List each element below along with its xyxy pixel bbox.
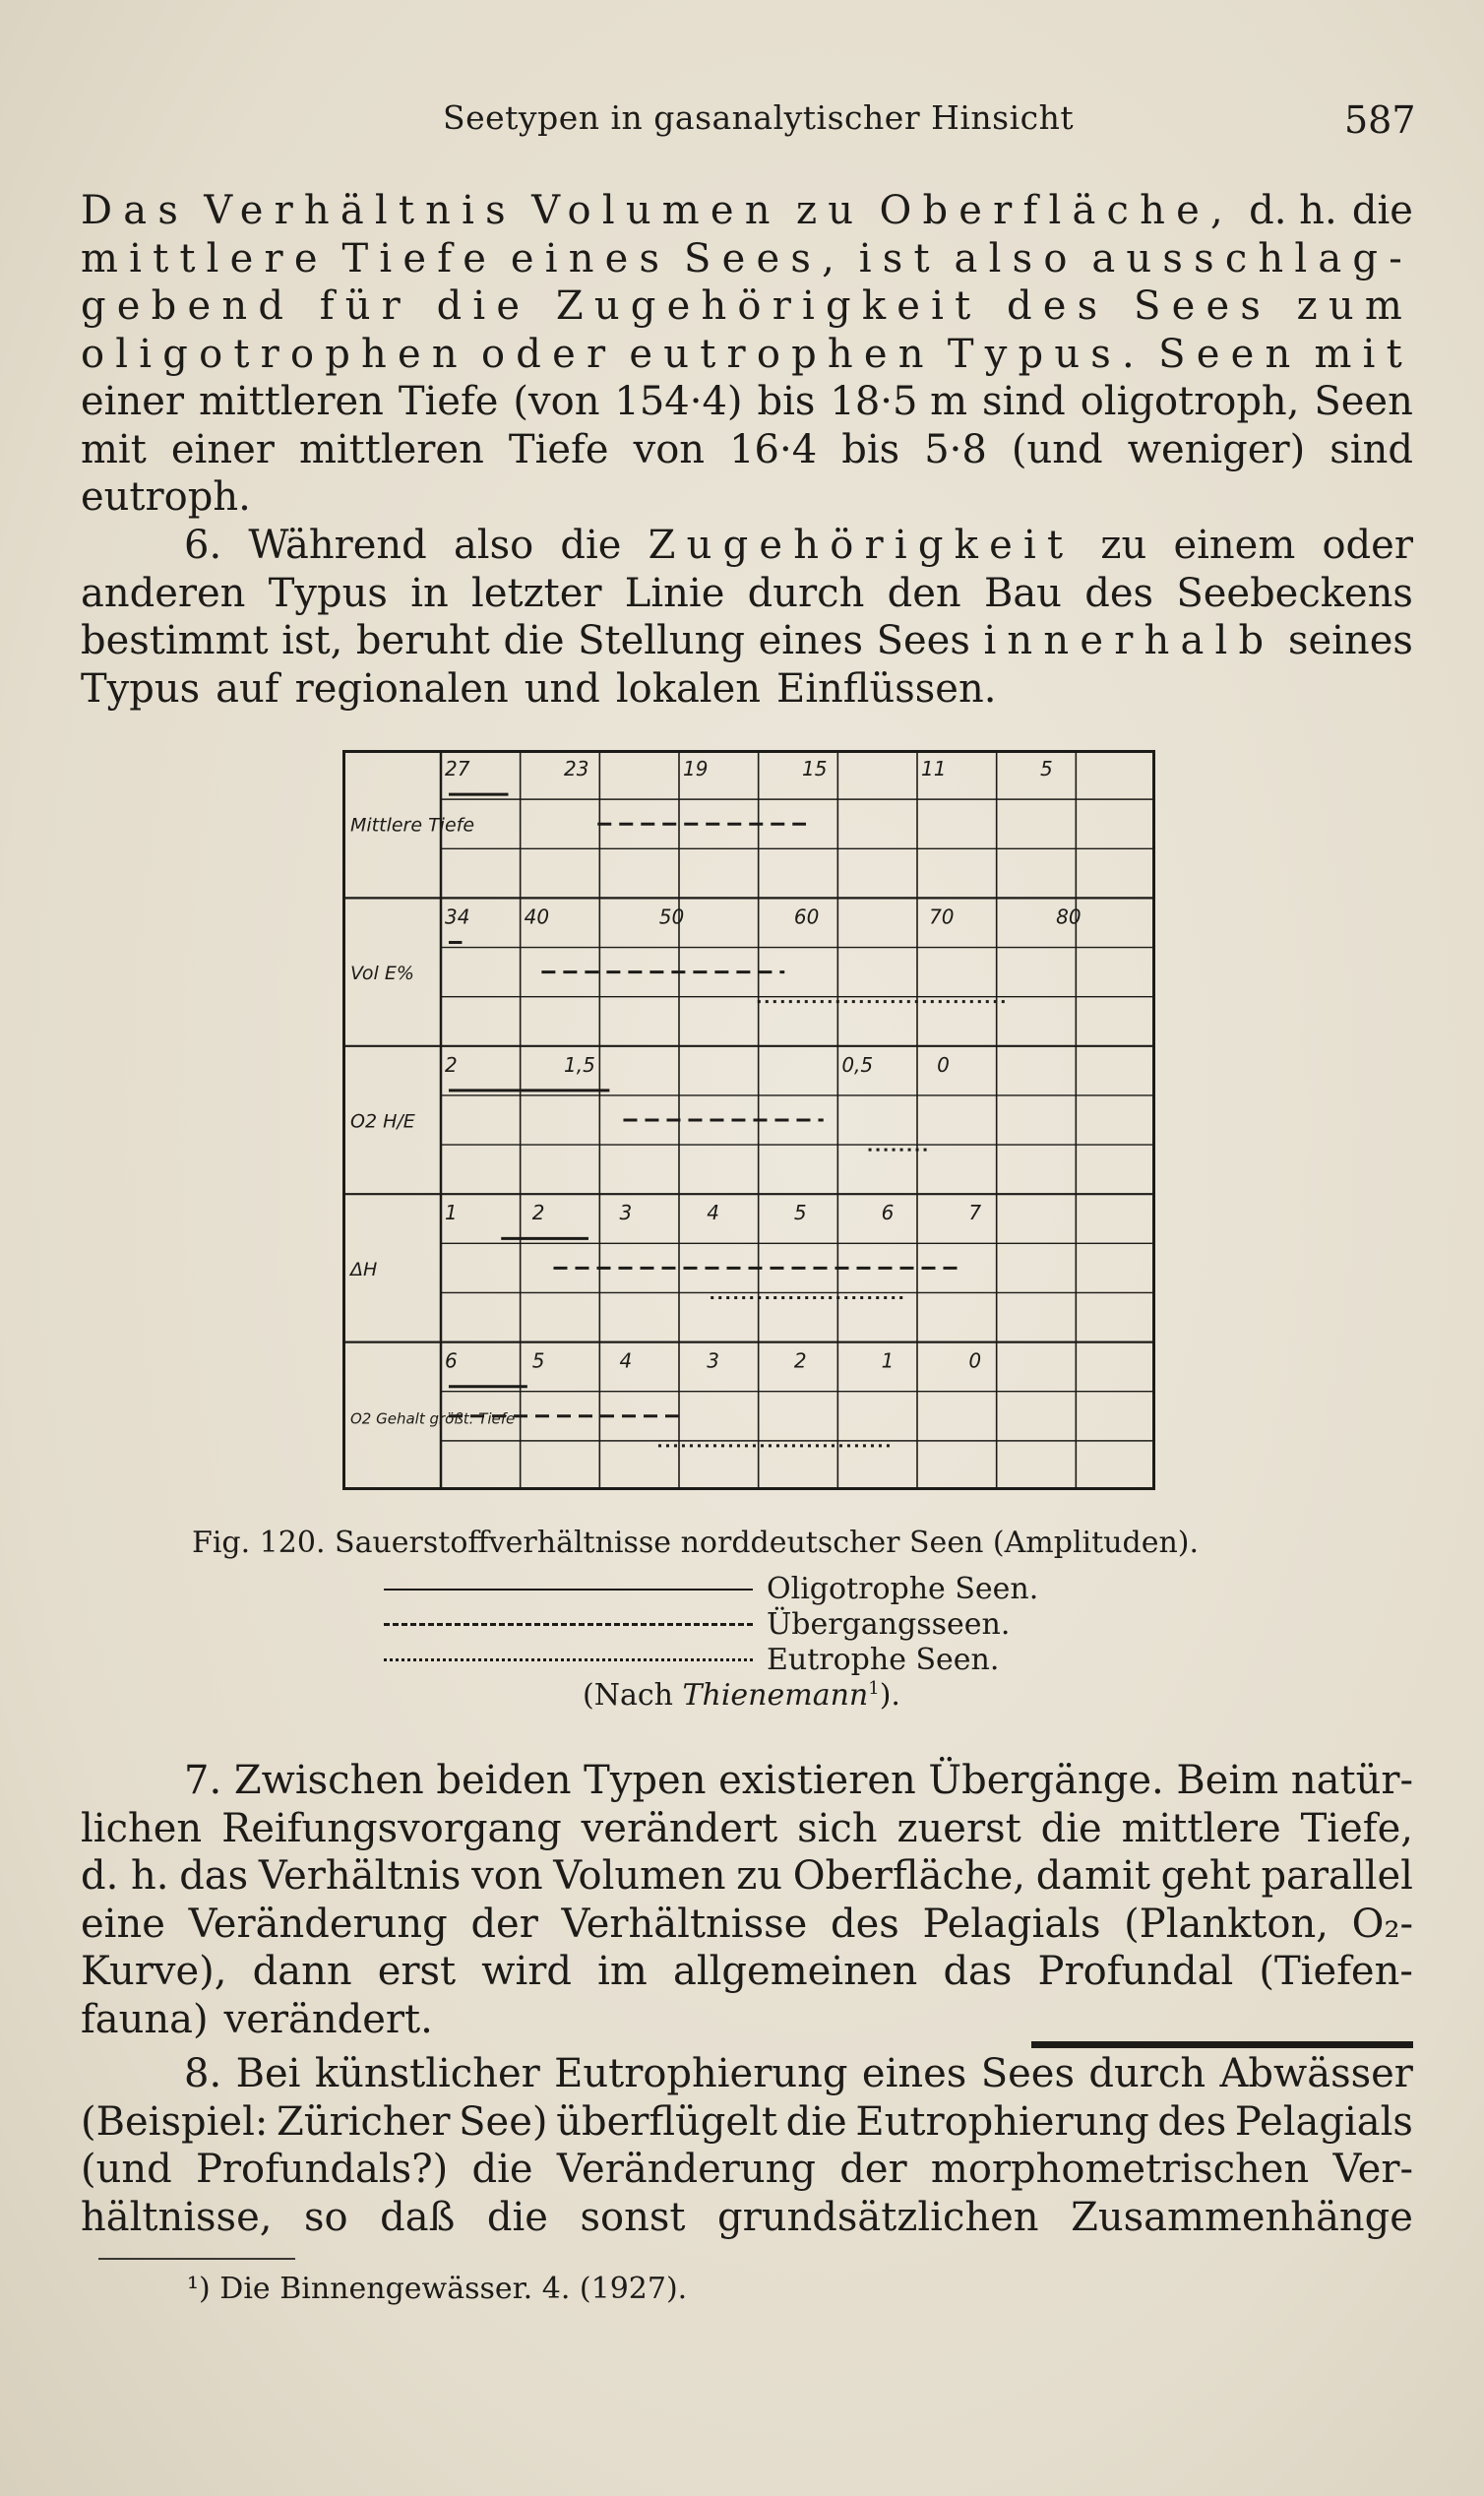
text-line xyxy=(81,2050,1413,2098)
word: Oberfläche, xyxy=(879,188,1234,233)
word: Stellung xyxy=(578,618,745,663)
word: mit xyxy=(81,426,147,472)
word: d. h. xyxy=(81,1853,169,1899)
row-label: Vol E% xyxy=(350,963,414,985)
word: lichen xyxy=(81,1805,203,1851)
word: also xyxy=(453,523,534,568)
text-line xyxy=(81,2098,1413,2147)
word: die xyxy=(785,2098,847,2145)
footnote: ¹) Die Binnengewässer. 4. (1927). xyxy=(187,2272,688,2306)
word: sonst xyxy=(580,2194,686,2240)
text-line xyxy=(81,1805,1413,1853)
word: der xyxy=(470,1901,538,1947)
word: Seebeckens xyxy=(1176,570,1413,616)
tick-label: 4 xyxy=(619,1348,633,1373)
word: des xyxy=(1006,283,1109,329)
word: des xyxy=(830,1901,899,1947)
word: Typen xyxy=(584,1758,707,1803)
word: mit xyxy=(1314,331,1413,377)
footnote-rule xyxy=(98,2258,295,2260)
word: durch xyxy=(747,570,865,616)
word: (Beispiel: xyxy=(81,2098,269,2145)
word: für xyxy=(319,283,411,329)
figure-120-chart xyxy=(342,750,1155,1490)
word: so xyxy=(304,2194,348,2240)
word: zu xyxy=(796,188,865,233)
paragraph-7 xyxy=(81,1757,1413,2043)
word: verändert. xyxy=(223,1996,433,2042)
word: daß xyxy=(380,2194,456,2240)
legend-dotted-line xyxy=(384,1658,753,1661)
word: (Tiefen- xyxy=(1259,1949,1413,1994)
word: Tiefe, xyxy=(1300,1805,1413,1851)
text-line xyxy=(81,522,1413,570)
text-line xyxy=(81,473,1413,522)
word: mittleren xyxy=(298,426,484,472)
text-line xyxy=(81,1852,1413,1901)
tick-label: 80 xyxy=(1056,905,1082,929)
word: eine xyxy=(81,1901,165,1947)
text-line xyxy=(81,235,1413,283)
word: einer xyxy=(170,426,275,472)
text-line xyxy=(81,617,1413,665)
tick-label: 2 xyxy=(445,1052,458,1077)
word: die xyxy=(560,523,622,568)
word: eutroph. xyxy=(81,474,251,520)
word: verändert xyxy=(581,1805,778,1851)
text-line xyxy=(81,187,1413,235)
tick-label: 2 xyxy=(531,1201,545,1225)
word: beiden xyxy=(436,1758,572,1803)
word: grundsätzlichen xyxy=(716,2194,1039,2240)
text-line xyxy=(81,1901,1413,1949)
tick-label: 34 xyxy=(445,905,470,929)
tick-label: 5 xyxy=(531,1348,545,1373)
word: Veränderung xyxy=(556,2147,816,2192)
word: das xyxy=(943,1949,1013,1994)
tick-label: 6 xyxy=(445,1348,458,1373)
tick-label: 1,5 xyxy=(564,1052,595,1077)
tick-label: 40 xyxy=(524,905,550,929)
text-line xyxy=(81,2146,1413,2194)
row-label: Mittlere Tiefe xyxy=(350,814,475,837)
word: Profundals?) xyxy=(195,2147,449,2192)
tick-label: 0 xyxy=(968,1348,982,1373)
word: bis xyxy=(757,379,816,424)
text-line xyxy=(81,1948,1413,1996)
word: (und xyxy=(81,2147,172,2192)
word: lokalen xyxy=(615,665,762,712)
word: eutrophen xyxy=(629,331,935,377)
word: sich xyxy=(797,1805,878,1851)
tick-label: 2 xyxy=(793,1348,807,1373)
word: gebend xyxy=(81,283,295,329)
word: Typus xyxy=(268,570,388,616)
tick-label: 11 xyxy=(921,757,947,780)
word: Eutrophierung xyxy=(554,2051,848,2096)
word: Oberfläche, xyxy=(792,1853,1025,1899)
word: die xyxy=(471,2147,533,2192)
word: hältnisse, xyxy=(81,2194,273,2240)
word: d. h. xyxy=(1249,188,1337,233)
tick-label: 1 xyxy=(445,1201,458,1225)
word: Verhältnisse xyxy=(561,1901,808,1947)
word: mittlere xyxy=(1121,1805,1281,1851)
tick-label: 1 xyxy=(881,1348,895,1373)
word: den xyxy=(887,570,961,616)
paragraph-8 xyxy=(81,2050,1413,2241)
word: fauna) xyxy=(81,1996,209,2042)
word: See) xyxy=(459,2098,548,2145)
source-author: Thienemann xyxy=(682,1678,869,1713)
word: eines xyxy=(758,618,863,663)
word: und xyxy=(524,665,600,712)
word: Bau xyxy=(983,570,1062,616)
word: geht xyxy=(1160,1853,1251,1899)
word: oder xyxy=(480,331,617,377)
word: oligotroph, xyxy=(1080,379,1300,424)
word: durch xyxy=(1088,2051,1206,2096)
word: Sees xyxy=(980,2051,1076,2096)
word: eines xyxy=(861,2051,967,2096)
word: Sees, xyxy=(684,235,846,281)
tick-label: 60 xyxy=(793,905,820,929)
word: ausschlag- xyxy=(1091,235,1413,281)
word: Zwischen xyxy=(233,1758,424,1803)
word: zu xyxy=(1100,523,1147,568)
word: Reifungsvorgang xyxy=(221,1805,562,1851)
word: in xyxy=(410,570,449,616)
word: die xyxy=(486,2194,548,2240)
word: des xyxy=(1084,570,1154,616)
word: oligotrophen xyxy=(81,331,468,377)
word: also xyxy=(954,235,1079,281)
word: seines xyxy=(1287,618,1413,663)
word: 6. xyxy=(184,523,222,568)
word: Verhältnis xyxy=(204,188,517,233)
word: Veränderung xyxy=(188,1901,448,1947)
text-line xyxy=(81,2194,1413,2242)
legend-solid-line xyxy=(384,1589,753,1591)
word: sind xyxy=(1329,426,1413,472)
word: 8. xyxy=(184,2051,222,2096)
word: Seen xyxy=(1314,379,1413,424)
row-label: O2 Gehalt größt. Tiefe xyxy=(350,1409,516,1428)
figure-source: (Nach Thienemann$^1$). xyxy=(583,1678,900,1713)
tick-label: 15 xyxy=(802,757,828,780)
tick-label: 0 xyxy=(937,1052,950,1077)
word: Sees xyxy=(876,618,970,663)
word: dann xyxy=(252,1949,352,1994)
legend-label-eutroph: Eutrophe Seen. xyxy=(767,1643,1000,1677)
word: Kurve), xyxy=(81,1949,227,1994)
row-label: ΔH xyxy=(350,1258,378,1280)
word: eines xyxy=(510,235,671,281)
word: Typus xyxy=(81,665,201,712)
word: Einflüssen. xyxy=(776,665,997,712)
word: die xyxy=(1040,1805,1102,1851)
word: oder xyxy=(1322,523,1413,568)
tick-label: 7 xyxy=(968,1201,982,1225)
word: Pelagials xyxy=(1234,2098,1413,2145)
tick-label: 23 xyxy=(564,757,589,780)
word: weniger) xyxy=(1127,426,1306,472)
legend-eutroph xyxy=(384,1643,999,1677)
word: 7. xyxy=(184,1758,222,1803)
word: die xyxy=(503,618,565,663)
word: einer xyxy=(81,379,185,424)
word: erst xyxy=(377,1949,457,1994)
word: O₂- xyxy=(1351,1901,1413,1947)
word: sind xyxy=(982,379,1066,424)
word: Linie xyxy=(624,570,725,616)
word: Ver- xyxy=(1332,2147,1413,2192)
paragraph-6 xyxy=(81,522,1413,713)
word: im xyxy=(597,1949,648,1994)
page-number: 587 xyxy=(1344,98,1416,142)
text-line xyxy=(81,331,1413,379)
word: wird xyxy=(481,1949,573,1994)
word: von xyxy=(471,1853,543,1899)
legend-label-oligotroph: Oligotrophe Seen. xyxy=(767,1572,1039,1606)
paragraph-5 xyxy=(81,187,1413,522)
text-line xyxy=(81,665,1413,714)
word: Zugehörigkeit xyxy=(555,283,982,329)
word: das xyxy=(179,1853,249,1899)
chart-frame xyxy=(344,752,1154,1489)
word: zu xyxy=(736,1853,783,1899)
word: bestimmt xyxy=(81,618,269,663)
word: von xyxy=(633,426,706,472)
word: Typus. xyxy=(947,331,1145,377)
word: einem xyxy=(1173,523,1296,568)
word: (Plankton, xyxy=(1124,1901,1329,1947)
word: zum xyxy=(1296,283,1413,329)
row-label: O2 H/E xyxy=(350,1110,415,1133)
word: auf xyxy=(216,665,279,712)
tick-label: 19 xyxy=(683,757,709,780)
text-line xyxy=(81,1996,1413,2044)
figure-caption: Fig. 120. Sauerstoffverhältnisse norddeutscher Seen (Amplituden). xyxy=(192,1526,1200,1560)
word: (und xyxy=(1011,426,1103,472)
text-line xyxy=(81,570,1413,618)
word: parallel xyxy=(1261,1853,1413,1899)
word: Volumen xyxy=(531,188,781,233)
word: Tiefe xyxy=(398,379,499,424)
chart-svg xyxy=(342,750,1155,1490)
word: Übergänge. xyxy=(928,1758,1164,1803)
word: Abwässer xyxy=(1219,2051,1413,2096)
printed-rule xyxy=(1031,2041,1413,2048)
word: ist xyxy=(858,235,941,281)
word: Seen xyxy=(1158,331,1302,377)
word: Pelagials xyxy=(922,1901,1101,1947)
tick-label: 3 xyxy=(707,1348,719,1373)
word: regionalen xyxy=(294,665,509,712)
tick-label: 0,5 xyxy=(841,1052,874,1077)
word: allgemeinen xyxy=(673,1949,918,1994)
tick-label: 4 xyxy=(707,1201,719,1225)
word: die xyxy=(436,283,531,329)
word: Sees xyxy=(1133,283,1272,329)
running-head: Seetypen in gasanalytischer Hinsicht xyxy=(443,98,1075,137)
word: zuerst xyxy=(897,1805,1021,1851)
word: Bei xyxy=(235,2051,301,2096)
word: 16·4 xyxy=(729,426,818,472)
word: künstlicher xyxy=(314,2051,540,2096)
word: Während xyxy=(248,523,427,568)
tick-label: 27 xyxy=(445,757,470,780)
word: letzter xyxy=(471,570,602,616)
tick-label: 5 xyxy=(1040,757,1053,780)
word: (von xyxy=(513,379,600,424)
tick-label: 6 xyxy=(881,1201,895,1225)
word: damit xyxy=(1035,1853,1150,1899)
word: Tiefe xyxy=(341,235,498,281)
word: Volumen xyxy=(553,1853,726,1899)
word: des xyxy=(1157,2098,1227,2145)
word: mittlere xyxy=(81,235,329,281)
word: Züricher xyxy=(277,2098,451,2145)
word: 154·4) xyxy=(614,379,743,424)
legend-oligotroph xyxy=(384,1572,1038,1606)
tick-label: 70 xyxy=(929,905,955,929)
word: Beim natür- xyxy=(1176,1758,1413,1803)
tick-label: 3 xyxy=(619,1201,633,1225)
word: Zugehörigkeit xyxy=(648,523,1075,568)
word: beruht xyxy=(355,618,490,663)
text-line xyxy=(81,282,1413,331)
word: Zusammenhänge xyxy=(1071,2194,1413,2240)
word: Eutrophierung xyxy=(855,2098,1149,2145)
word: 5·8 xyxy=(924,426,987,472)
word: existieren xyxy=(718,1758,916,1803)
legend-label-uebergang: Übergangsseen. xyxy=(767,1607,1011,1642)
word: Das xyxy=(81,188,190,233)
legend-dashed-line xyxy=(384,1623,753,1626)
text-line xyxy=(81,378,1413,426)
word: Tiefe xyxy=(508,426,609,472)
word: anderen xyxy=(81,570,246,616)
word: innerhalb xyxy=(983,618,1275,663)
word: der xyxy=(839,2147,907,2192)
word: die xyxy=(1351,188,1413,233)
legend-uebergang xyxy=(384,1607,1010,1642)
word: Profundal xyxy=(1037,1949,1234,1994)
word: mittleren xyxy=(198,379,384,424)
text-line xyxy=(81,426,1413,474)
tick-label: 50 xyxy=(658,905,685,929)
word: überflügelt xyxy=(556,2098,777,2145)
word: bis xyxy=(841,426,900,472)
word: Verhältnis xyxy=(258,1853,462,1899)
tick-label: 5 xyxy=(793,1201,807,1225)
word: morphometrischen xyxy=(930,2147,1310,2192)
text-line xyxy=(81,1757,1413,1805)
word: 18·5 m xyxy=(830,379,968,424)
word: ist, xyxy=(281,618,343,663)
